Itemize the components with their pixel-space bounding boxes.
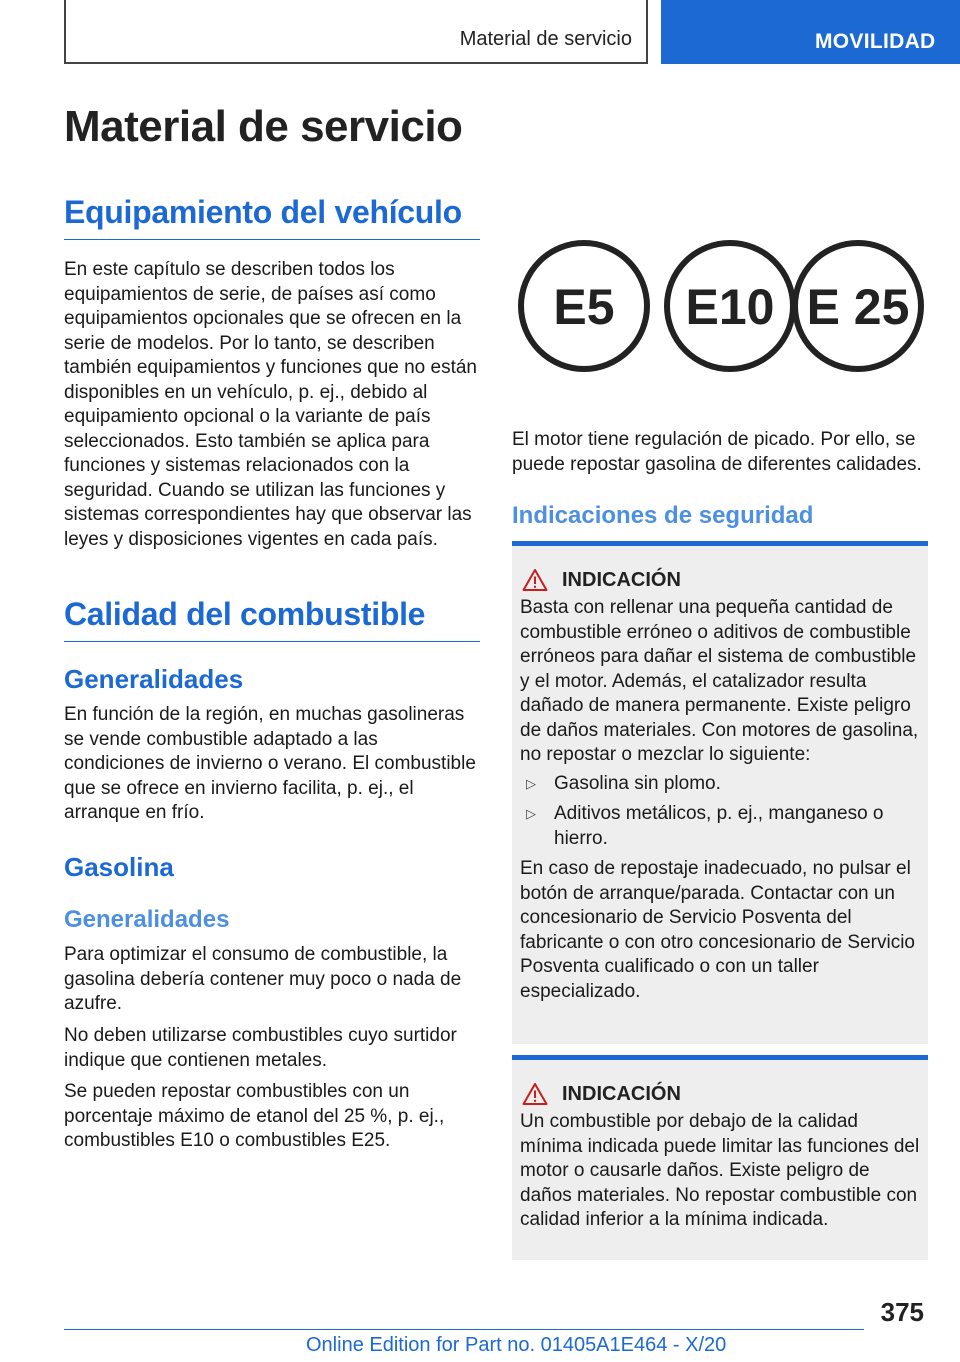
safety-note-1: [512, 541, 928, 1044]
heading-gasoline-general: Generalidades: [64, 906, 230, 933]
fuel-label-e25: E 25: [806, 279, 910, 335]
note-2-text: Un combustible por debajo de la calidad mínima indicada puede limitar las funciones del motor o causarle daños. Existe peligro de daños materiales. No repostar combustible con calidad inferior a la mínima indicada.: [520, 1111, 920, 1230]
gasoline-text-1: Para optimizar el consumo de combustible, la gasolina debería contener muy poco o nada de azufre.: [64, 944, 462, 1014]
note-2-title: INDICACIÓN: [562, 1082, 681, 1105]
note-1-after-text: En caso de repostaje inadecuado, no pulsar el botón de arranque/parada. Contactar con un concesionario de Servicio Posventa del fabricante o con otro concesionario de Servicio Posventa cualificado o con un taller especializado.: [520, 858, 916, 1002]
page-title: Material de servicio: [64, 102, 463, 151]
fuel-label-e10: E10: [685, 279, 775, 335]
list-item-text: Aditivos metálicos, p. ej., manganeso o hierro.: [554, 803, 884, 849]
fuel-label-e5: E5: [553, 279, 615, 335]
triangle-bullet-icon: ▷: [526, 806, 536, 821]
fuel-badge-e10: [667, 243, 793, 369]
list-item: [520, 802, 920, 851]
note-1-list: [520, 772, 920, 852]
safety-note-2: [512, 1055, 928, 1260]
heading-gasoline: Gasolina: [64, 852, 174, 882]
vehicle-equipment-text: En este capítulo se describen todos los equipamientos de serie, de países así como equipamientos opcionales que se ofrecen en la serie de modelos. Por lo tanto, se describen también equipamientos y funciones que no están disponibles en un vehículo, p. ej., debido al equipamiento opcional o la variante de país seleccionados. Esto también se aplica para funciones y sistemas relacionados con la seguridad. Cuando se utilizan las funciones y sistemas correspondientes hay que observar las leyes y disposiciones vigentes en cada país.: [64, 259, 477, 550]
fuel-badge-e25: [795, 243, 921, 369]
fuel-grade-symbols: [512, 238, 928, 398]
footer-rule: [64, 1329, 864, 1330]
running-header-section: Material de servicio: [459, 28, 632, 50]
heading-vehicle-equipment: Equipamiento del vehículo: [64, 194, 480, 240]
chapter-tab: MOVILIDAD: [661, 0, 960, 64]
fuel-badge-e5: [521, 243, 647, 369]
note-1-text: Basta con rellenar una pequeña cantidad de combustible erróneo o aditivos de combustible erróneos para dañar el sistema de combustible y el motor. Además, el catalizador resulta dañado de manera permanente. Existe peligro de daños materiales. Con motores de gasolina, no repostar o mezclar lo siguiente:: [520, 597, 919, 765]
warning-triangle-icon: [522, 568, 548, 592]
note-2-header: [520, 1082, 920, 1106]
running-header-box: [64, 0, 648, 64]
gasoline-text-3: Se pueden repostar combustibles con un porcentaje máximo de etanol del 25 %, p. ej., combustibles E10 o combustibles E25.: [64, 1081, 445, 1151]
list-item-text: Gasolina sin plomo.: [554, 772, 721, 794]
note-1-title: INDICACIÓN: [562, 568, 681, 591]
heading-safety-notes: Indicaciones de seguridad: [512, 502, 814, 529]
list-item: [520, 772, 920, 797]
note-1-header: [520, 568, 920, 592]
triangle-bullet-icon: ▷: [526, 775, 536, 791]
warning-triangle-icon: [522, 1082, 548, 1106]
footer-edition: Online Edition for Part no. 01405A1E464 - X/20: [306, 1334, 727, 1356]
gasoline-text-2: No deben utilizarse combustibles cuyo surtidor indique que contienen metales.: [64, 1025, 457, 1071]
heading-fuel-quality: Calidad del combustible: [64, 596, 480, 642]
general-text: En función de la región, en muchas gasolineras se vende combustible adaptado a las condiciones de invierno o verano. El combustible que se ofrece en invierno facilita, p. ej., el arranque en frío.: [64, 704, 476, 823]
engine-knock-text: El motor tiene regulación de picado. Por ello, se puede repostar gasolina de diferentes calidades.: [512, 429, 922, 475]
page-number: 375: [880, 1297, 924, 1327]
heading-general: Generalidades: [64, 664, 244, 694]
